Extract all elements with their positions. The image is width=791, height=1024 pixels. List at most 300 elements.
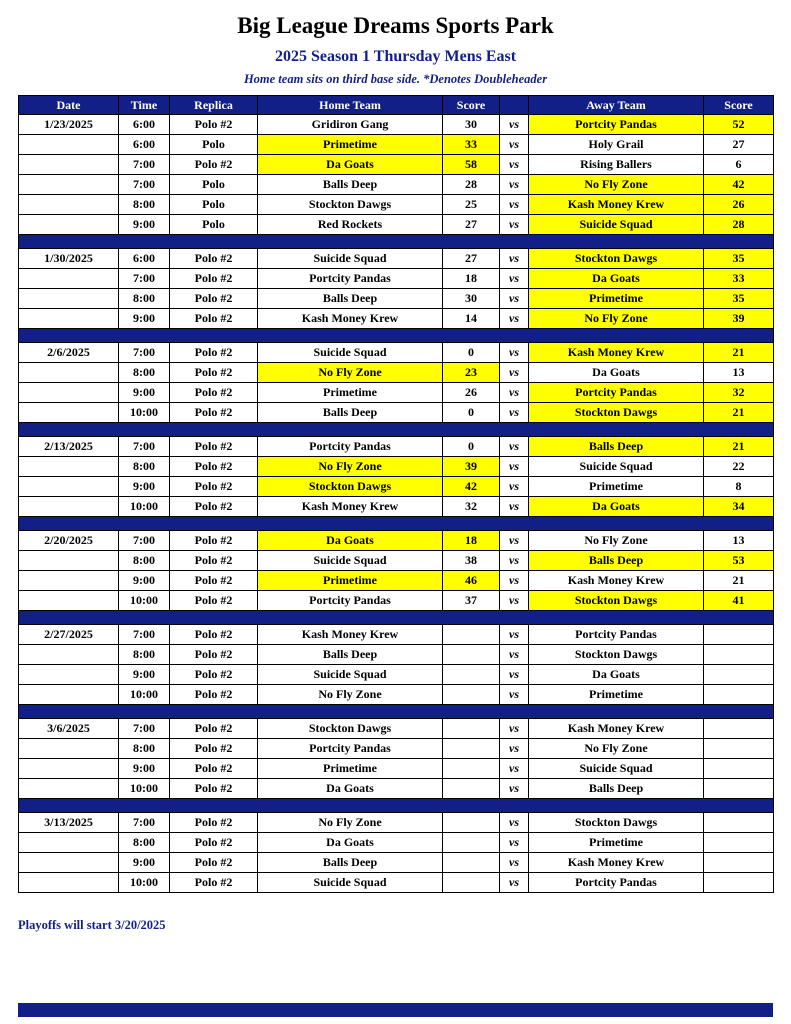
date-cell: 1/23/2025 <box>19 115 119 135</box>
home-team-cell: Stockton Dawgs <box>258 719 443 739</box>
away-score-cell <box>704 645 774 665</box>
home-score-cell: 25 <box>443 195 500 215</box>
away-team-cell: Stockton Dawgs <box>529 403 704 423</box>
away-team-cell: No Fly Zone <box>529 175 704 195</box>
vs-cell: vs <box>500 497 529 517</box>
away-team-cell: Portcity Pandas <box>529 115 704 135</box>
page-note: Home team sits on third base side. *Denotes Doubleheader <box>243 72 548 86</box>
replica-cell: Polo #2 <box>170 457 258 477</box>
home-team-cell: Suicide Squad <box>258 249 443 269</box>
vs-cell: vs <box>500 645 529 665</box>
time-cell: 7:00 <box>119 531 170 551</box>
away-team-cell: Kash Money Krew <box>529 195 704 215</box>
time-cell: 9:00 <box>119 477 170 497</box>
home-team-cell: Red Rockets <box>258 215 443 235</box>
replica-cell: Polo #2 <box>170 531 258 551</box>
replica-cell: Polo <box>170 175 258 195</box>
home-score-cell: 30 <box>443 289 500 309</box>
vs-cell: vs <box>500 195 529 215</box>
schedule-row <box>19 571 774 591</box>
schedule-row <box>19 457 774 477</box>
time-cell: 8:00 <box>119 645 170 665</box>
away-score-cell <box>704 719 774 739</box>
away-team-cell: Primetime <box>529 685 704 705</box>
away-score-cell <box>704 759 774 779</box>
date-cell <box>19 779 119 799</box>
vs-cell: vs <box>500 115 529 135</box>
time-cell: 7:00 <box>119 343 170 363</box>
away-team-cell: Portcity Pandas <box>529 625 704 645</box>
home-score-cell: 37 <box>443 591 500 611</box>
home-team-cell: No Fly Zone <box>258 363 443 383</box>
time-cell: 9:00 <box>119 759 170 779</box>
away-team-cell: Rising Ballers <box>529 155 704 175</box>
home-team-cell: Portcity Pandas <box>258 739 443 759</box>
time-cell: 10:00 <box>119 591 170 611</box>
time-cell: 10:00 <box>119 779 170 799</box>
date-cell <box>19 363 119 383</box>
vs-cell: vs <box>500 155 529 175</box>
home-team-cell: Stockton Dawgs <box>258 195 443 215</box>
home-team-cell: Balls Deep <box>258 645 443 665</box>
date-cell: 2/20/2025 <box>19 531 119 551</box>
date-cell <box>19 155 119 175</box>
away-team-cell: Stockton Dawgs <box>529 591 704 611</box>
schedule-row <box>19 477 774 497</box>
schedule-row <box>19 175 774 195</box>
replica-cell: Polo #2 <box>170 685 258 705</box>
time-cell: 8:00 <box>119 363 170 383</box>
schedule-row <box>19 363 774 383</box>
time-cell: 9:00 <box>119 853 170 873</box>
time-cell: 9:00 <box>119 383 170 403</box>
home-score-cell: 33 <box>443 135 500 155</box>
home-score-cell <box>443 813 500 833</box>
time-cell: 9:00 <box>119 215 170 235</box>
away-score-cell: 52 <box>704 115 774 135</box>
date-cell: 1/30/2025 <box>19 249 119 269</box>
away-team-cell: No Fly Zone <box>529 739 704 759</box>
home-team-cell: Portcity Pandas <box>258 437 443 457</box>
away-score-cell: 27 <box>704 135 774 155</box>
away-team-cell: Stockton Dawgs <box>529 813 704 833</box>
home-team-cell: Kash Money Krew <box>258 309 443 329</box>
vs-cell: vs <box>500 853 529 873</box>
date-cell: 2/13/2025 <box>19 437 119 457</box>
vs-cell: vs <box>500 551 529 571</box>
home-score-cell <box>443 779 500 799</box>
time-cell: 7:00 <box>119 625 170 645</box>
vs-cell: vs <box>500 269 529 289</box>
home-team-cell: No Fly Zone <box>258 813 443 833</box>
home-score-cell: 27 <box>443 249 500 269</box>
date-cell <box>19 833 119 853</box>
replica-cell: Polo #2 <box>170 779 258 799</box>
vs-cell: vs <box>500 175 529 195</box>
schedule-row <box>19 343 774 363</box>
schedule-row <box>19 531 774 551</box>
away-team-cell: Stockton Dawgs <box>529 645 704 665</box>
vs-cell: vs <box>500 289 529 309</box>
schedule-row <box>19 779 774 799</box>
header-vs <box>500 96 529 115</box>
away-score-cell: 21 <box>704 343 774 363</box>
away-team-cell: Primetime <box>529 289 704 309</box>
home-team-cell: Suicide Squad <box>258 343 443 363</box>
replica-cell: Polo <box>170 215 258 235</box>
replica-cell: Polo #2 <box>170 833 258 853</box>
replica-cell: Polo #2 <box>170 383 258 403</box>
home-score-cell <box>443 665 500 685</box>
time-cell: 7:00 <box>119 437 170 457</box>
schedule-row <box>19 873 774 893</box>
away-score-cell: 26 <box>704 195 774 215</box>
vs-cell: vs <box>500 873 529 893</box>
away-team-cell: Kash Money Krew <box>529 343 704 363</box>
date-cell <box>19 135 119 155</box>
replica-cell: Polo #2 <box>170 343 258 363</box>
header-date: Date <box>19 96 119 115</box>
away-team-cell: Balls Deep <box>529 437 704 457</box>
schedule-table <box>18 95 774 893</box>
date-cell <box>19 215 119 235</box>
away-score-cell: 32 <box>704 383 774 403</box>
time-cell: 8:00 <box>119 833 170 853</box>
home-score-cell: 0 <box>443 343 500 363</box>
bottom-navy-bar <box>18 1003 773 1017</box>
home-score-cell: 39 <box>443 457 500 477</box>
vs-cell: vs <box>500 531 529 551</box>
away-team-cell: Da Goats <box>529 497 704 517</box>
replica-cell: Polo #2 <box>170 591 258 611</box>
playoffs-note: Playoffs will start 3/20/2025 <box>18 918 166 932</box>
away-team-cell: Primetime <box>529 833 704 853</box>
away-score-cell <box>704 779 774 799</box>
away-score-cell: 13 <box>704 531 774 551</box>
home-team-cell: Kash Money Krew <box>258 625 443 645</box>
time-cell: 8:00 <box>119 195 170 215</box>
date-group-separator <box>19 799 774 813</box>
schedule-row <box>19 645 774 665</box>
vs-cell: vs <box>500 363 529 383</box>
schedule-row <box>19 551 774 571</box>
replica-cell: Polo #2 <box>170 249 258 269</box>
header-time: Time <box>119 96 170 115</box>
home-score-cell <box>443 625 500 645</box>
date-cell <box>19 759 119 779</box>
date-cell <box>19 645 119 665</box>
date-cell <box>19 289 119 309</box>
schedule-row <box>19 719 774 739</box>
time-cell: 9:00 <box>119 571 170 591</box>
date-cell: 2/6/2025 <box>19 343 119 363</box>
home-team-cell: Kash Money Krew <box>258 497 443 517</box>
time-cell: 10:00 <box>119 497 170 517</box>
replica-cell: Polo #2 <box>170 551 258 571</box>
home-score-cell: 0 <box>443 437 500 457</box>
date-cell <box>19 497 119 517</box>
date-cell <box>19 853 119 873</box>
home-team-cell: Balls Deep <box>258 289 443 309</box>
schedule-row <box>19 437 774 457</box>
away-team-cell: Suicide Squad <box>529 759 704 779</box>
schedule-row <box>19 403 774 423</box>
away-score-cell: 21 <box>704 571 774 591</box>
home-team-cell: Stockton Dawgs <box>258 477 443 497</box>
replica-cell: Polo #2 <box>170 497 258 517</box>
time-cell: 6:00 <box>119 115 170 135</box>
home-score-cell: 30 <box>443 115 500 135</box>
date-cell <box>19 551 119 571</box>
away-team-cell: No Fly Zone <box>529 309 704 329</box>
away-team-cell: Kash Money Krew <box>529 853 704 873</box>
date-cell <box>19 383 119 403</box>
replica-cell: Polo #2 <box>170 309 258 329</box>
away-team-cell: Portcity Pandas <box>529 873 704 893</box>
vs-cell: vs <box>500 813 529 833</box>
schedule-row <box>19 269 774 289</box>
page-subtitle: 2025 Season 1 Thursday Mens East <box>274 48 517 65</box>
home-team-cell: Balls Deep <box>258 403 443 423</box>
schedule-row <box>19 309 774 329</box>
schedule-row <box>19 591 774 611</box>
header-away-team: Away Team <box>529 96 704 115</box>
home-team-cell: Da Goats <box>258 531 443 551</box>
replica-cell: Polo #2 <box>170 269 258 289</box>
schedule-row <box>19 249 774 269</box>
date-cell <box>19 571 119 591</box>
away-score-cell: 53 <box>704 551 774 571</box>
schedule-row <box>19 665 774 685</box>
date-cell: 2/27/2025 <box>19 625 119 645</box>
time-cell: 10:00 <box>119 685 170 705</box>
page-header <box>0 0 791 87</box>
replica-cell: Polo #2 <box>170 853 258 873</box>
vs-cell: vs <box>500 571 529 591</box>
home-team-cell: Da Goats <box>258 833 443 853</box>
away-team-cell: Da Goats <box>529 363 704 383</box>
date-cell <box>19 591 119 611</box>
home-team-cell: Da Goats <box>258 155 443 175</box>
away-team-cell: Kash Money Krew <box>529 719 704 739</box>
date-cell: 3/6/2025 <box>19 719 119 739</box>
date-cell <box>19 477 119 497</box>
schedule-row <box>19 215 774 235</box>
home-score-cell <box>443 685 500 705</box>
away-score-cell <box>704 833 774 853</box>
vs-cell: vs <box>500 437 529 457</box>
time-cell: 9:00 <box>119 309 170 329</box>
home-team-cell: Primetime <box>258 759 443 779</box>
vs-cell: vs <box>500 383 529 403</box>
time-cell: 7:00 <box>119 813 170 833</box>
date-group-separator <box>19 611 774 625</box>
date-cell <box>19 873 119 893</box>
home-score-cell: 42 <box>443 477 500 497</box>
home-score-cell: 46 <box>443 571 500 591</box>
date-group-separator <box>19 423 774 437</box>
time-cell: 7:00 <box>119 719 170 739</box>
away-score-cell: 34 <box>704 497 774 517</box>
replica-cell: Polo #2 <box>170 759 258 779</box>
date-cell <box>19 685 119 705</box>
vs-cell: vs <box>500 665 529 685</box>
page-title: Big League Dreams Sports Park <box>237 13 554 38</box>
vs-cell: vs <box>500 685 529 705</box>
schedule-row <box>19 497 774 517</box>
away-score-cell: 35 <box>704 249 774 269</box>
replica-cell: Polo #2 <box>170 115 258 135</box>
schedule-row <box>19 195 774 215</box>
away-team-cell: No Fly Zone <box>529 531 704 551</box>
home-score-cell <box>443 719 500 739</box>
vs-cell: vs <box>500 309 529 329</box>
replica-cell: Polo #2 <box>170 437 258 457</box>
schedule-row <box>19 135 774 155</box>
home-score-cell: 58 <box>443 155 500 175</box>
away-team-cell: Suicide Squad <box>529 457 704 477</box>
away-score-cell: 28 <box>704 215 774 235</box>
away-team-cell: Portcity Pandas <box>529 383 704 403</box>
home-score-cell <box>443 873 500 893</box>
schedule-row <box>19 739 774 759</box>
replica-cell: Polo #2 <box>170 873 258 893</box>
time-cell: 7:00 <box>119 155 170 175</box>
time-cell: 8:00 <box>119 551 170 571</box>
time-cell: 8:00 <box>119 457 170 477</box>
home-team-cell: Balls Deep <box>258 853 443 873</box>
home-score-cell <box>443 645 500 665</box>
time-cell: 8:00 <box>119 739 170 759</box>
header-away-score: Score <box>704 96 774 115</box>
vs-cell: vs <box>500 403 529 423</box>
away-score-cell: 41 <box>704 591 774 611</box>
date-cell <box>19 457 119 477</box>
time-cell: 10:00 <box>119 403 170 423</box>
away-team-cell: Balls Deep <box>529 551 704 571</box>
away-team-cell: Primetime <box>529 477 704 497</box>
home-team-cell: No Fly Zone <box>258 457 443 477</box>
away-score-cell: 13 <box>704 363 774 383</box>
time-cell: 10:00 <box>119 873 170 893</box>
date-cell: 3/13/2025 <box>19 813 119 833</box>
home-team-cell: Primetime <box>258 571 443 591</box>
vs-cell: vs <box>500 833 529 853</box>
home-score-cell: 32 <box>443 497 500 517</box>
table-header-row <box>19 96 774 115</box>
away-score-cell: 22 <box>704 457 774 477</box>
date-group-separator <box>19 235 774 249</box>
away-score-cell: 6 <box>704 155 774 175</box>
away-score-cell: 21 <box>704 403 774 423</box>
away-score-cell: 33 <box>704 269 774 289</box>
home-score-cell: 18 <box>443 531 500 551</box>
away-team-cell: Holy Grail <box>529 135 704 155</box>
vs-cell: vs <box>500 135 529 155</box>
home-score-cell: 14 <box>443 309 500 329</box>
schedule-row <box>19 115 774 135</box>
vs-cell: vs <box>500 343 529 363</box>
time-cell: 6:00 <box>119 249 170 269</box>
header-home-score: Score <box>443 96 500 115</box>
replica-cell: Polo #2 <box>170 625 258 645</box>
vs-cell: vs <box>500 215 529 235</box>
time-cell: 7:00 <box>119 269 170 289</box>
home-team-cell: Portcity Pandas <box>258 269 443 289</box>
schedule-table-body <box>19 115 774 893</box>
schedule-row <box>19 759 774 779</box>
away-team-cell: Balls Deep <box>529 779 704 799</box>
replica-cell: Polo #2 <box>170 813 258 833</box>
home-team-cell: Balls Deep <box>258 175 443 195</box>
away-score-cell <box>704 625 774 645</box>
schedule-row <box>19 289 774 309</box>
schedule-row <box>19 625 774 645</box>
away-team-cell: Da Goats <box>529 269 704 289</box>
home-team-cell: No Fly Zone <box>258 685 443 705</box>
away-score-cell: 42 <box>704 175 774 195</box>
home-team-cell: Suicide Squad <box>258 873 443 893</box>
date-cell <box>19 665 119 685</box>
date-cell <box>19 309 119 329</box>
home-score-cell: 23 <box>443 363 500 383</box>
schedule-row <box>19 155 774 175</box>
home-score-cell: 28 <box>443 175 500 195</box>
vs-cell: vs <box>500 477 529 497</box>
vs-cell: vs <box>500 625 529 645</box>
replica-cell: Polo #2 <box>170 403 258 423</box>
date-cell <box>19 175 119 195</box>
vs-cell: vs <box>500 719 529 739</box>
time-cell: 8:00 <box>119 289 170 309</box>
home-score-cell <box>443 833 500 853</box>
home-score-cell: 38 <box>443 551 500 571</box>
away-score-cell: 8 <box>704 477 774 497</box>
home-score-cell <box>443 853 500 873</box>
away-score-cell: 21 <box>704 437 774 457</box>
vs-cell: vs <box>500 457 529 477</box>
away-score-cell: 35 <box>704 289 774 309</box>
date-cell <box>19 269 119 289</box>
away-team-cell: Kash Money Krew <box>529 571 704 591</box>
schedule-row <box>19 685 774 705</box>
home-team-cell: Gridiron Gang <box>258 115 443 135</box>
schedule-row <box>19 833 774 853</box>
vs-cell: vs <box>500 591 529 611</box>
date-cell <box>19 403 119 423</box>
replica-cell: Polo #2 <box>170 363 258 383</box>
home-score-cell <box>443 759 500 779</box>
schedule-row <box>19 853 774 873</box>
away-score-cell <box>704 685 774 705</box>
home-score-cell: 27 <box>443 215 500 235</box>
away-score-cell <box>704 739 774 759</box>
date-group-separator <box>19 517 774 531</box>
home-team-cell: Primetime <box>258 135 443 155</box>
home-team-cell: Suicide Squad <box>258 665 443 685</box>
home-score-cell: 0 <box>443 403 500 423</box>
replica-cell: Polo <box>170 195 258 215</box>
time-cell: 9:00 <box>119 665 170 685</box>
replica-cell: Polo <box>170 135 258 155</box>
time-cell: 7:00 <box>119 175 170 195</box>
away-score-cell <box>704 853 774 873</box>
time-cell: 6:00 <box>119 135 170 155</box>
vs-cell: vs <box>500 759 529 779</box>
replica-cell: Polo #2 <box>170 289 258 309</box>
home-score-cell: 18 <box>443 269 500 289</box>
vs-cell: vs <box>500 249 529 269</box>
